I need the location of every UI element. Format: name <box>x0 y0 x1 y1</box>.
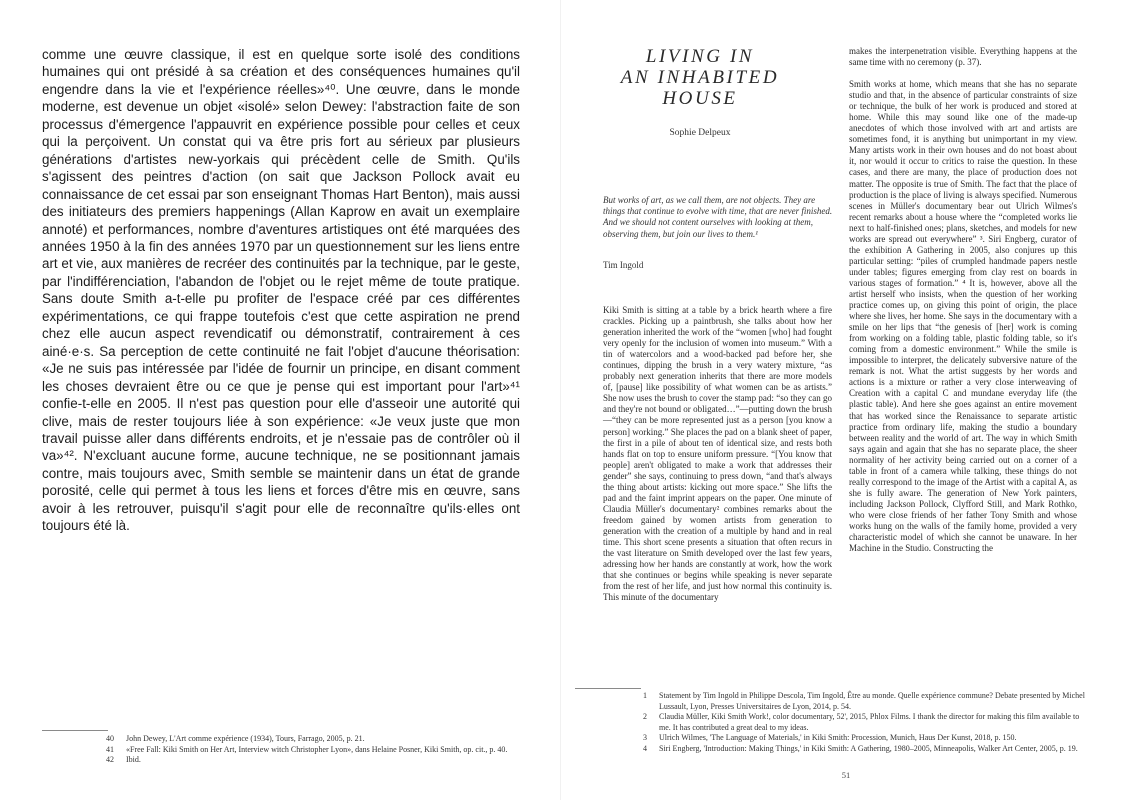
footnote-number: 1 <box>643 691 647 700</box>
footnote-number: 42 <box>106 755 114 764</box>
body-paragraph: comme une œuvre classique, il est en quelque sorte isolé des conditions humaines qui ont présidé à sa création et des conséquences humaines qu'il engendre dans la vie et l'expérience réelles»⁴⁰. Une œuvre, dans le monde moderne, est devenue un objet «isolé» selon Dewey: l'abstraction faite de son processus d'émergence l'appauvrit en expérience possible pour celles et ceux qui la perçoivent. Un constat qui va être pris fort au sérieux par plusieurs générations d'artistes new-yorkais qui précèdent celle de Smith. Qu'ils s'agissent des peintres d'action (on sait que Jackson Pollock avait eu connaissance de cet essai par son enseignant Thomas Hart Benton), mais aussi des initiateurs des premiers happenings (Allan Kaprow en avait un exemplaire annoté) et performances, nombre d'aventures artistiques ont été marquées des années 1950 à la fin des années 1970 par un questionnement sur les liens entre art et vie, aux manières de recréer des continuités par la technique, par le geste, par l'indifférenciation, l'abandon de l'objet ou le rejet même de toute pratique. Sans doute Smith a-t-elle pu profiter de l'espace créé par ces différentes expérimentations, ce qui frappe toutefois c'est que cette aspiration ne prend chez elle aucun aspect revendicatif ou démonstratif, contrairement à ces ainé·e·s. Sa perception de cette continuité ne fait l'objet d'aucune théorisation: «Je ne suis pas intéressée par l'idée de fournir un principe, en disant comment les choses devraient être ou ce que je pense qui est important pour l'art»⁴¹ confie-t-elle en 2005. Il n'est pas question pour elle d'asseoir une autorité qui clive, mais de rester toujours liée à son expérience: «Je veux juste que mon travail puisse aller dans différents endroits, et je n'essaie pas de contrôler où il va»⁴². N'excluant aucune forme, aucune technique, ne se positionnant jamais contre, mais toujours avec, Smith semble se maintenir dans un état de grande porosité, celle qui permet à tous les liens et forces d'être mis en œuvre, sans avoir à les retrouver, puisqu'il s'agit pour elle de reconnaître qu'ils·elles ont toujours été là. <box>42 47 520 534</box>
footnote-rule <box>42 730 108 731</box>
left-footnotes <box>42 734 522 766</box>
title-line: LIVING IN <box>645 46 755 67</box>
left-page <box>0 0 561 800</box>
footnote-text: «Free Fall: Kiki Smith on Her Art, Interview witch Christopher Lyon», dans Helaine Posner, Kiki Smith, op. cit., p. 40. <box>126 744 508 754</box>
footnote-text: Siri Engberg, 'Introduction: Making Things,' in Kiki Smith: A Gathering, 1980–2005, Minneapolis, Walker Art Center, 2005, p. 19. <box>659 743 1078 753</box>
footnote-4 <box>575 744 1089 755</box>
body-paragraph: makes the interpenetration visible. Everything happens at the same time with no ceremony (p. 37). <box>849 46 1077 68</box>
page-number: 51 <box>841 770 851 780</box>
right-page <box>561 0 1123 800</box>
footnote-text: Claudia Müller, Kiki Smith Work!, color documentary, 52', 2015, Phlox Films. I thank the director for making this film available to me. It has contributed a great deal to my ideas. <box>659 712 1080 732</box>
epigraph: But works of art, as we call them, are not objects. They are things that continue to evolve with time, that are never finished. And we should not content ourselves with looking at them, observing them, but join our lives to them.¹ <box>603 195 833 239</box>
footnote-40 <box>42 734 522 745</box>
middle-column <box>603 305 832 603</box>
right-footnotes <box>575 691 1089 754</box>
footnote-rule <box>575 688 641 689</box>
footnote-number: 41 <box>106 744 114 754</box>
footnote-3 <box>575 733 1089 744</box>
chapter-author: Sophie Delpeux <box>669 128 731 138</box>
footnote-text: Statement by Tim Ingold in Philippe Descola, Tim Ingold, Être au monde. Quelle expérience commune? Debate presented by Michel Lussault, Lyon, Presses Universitaires de Lyon, 2014, p. 54. <box>659 691 1085 711</box>
footnote-2 <box>575 712 1089 733</box>
left-body-text <box>42 46 520 535</box>
right-column <box>849 46 1077 554</box>
epigraph-author: Tim Ingold <box>603 260 644 270</box>
footnote-text: Ulrich Wilmes, 'The Language of Materials,' in Kiki Smith: Procession, Munich, Haus Der Kunst, 2018, p. 150. <box>659 733 1017 742</box>
body-paragraph: Smith works at home, which means that she has no separate studio and that, in the absence of particular constraints of size or technique, the bulk of her work is produced and stored at home. While this may sound like one of the made-up anecdotes of which those involved with art and artists are sometimes fond, it is anything but unimportant in my view. Many artists work in their own houses and do not boast about it, nor would it occur to critics to raise the question. In these cases, and there are many, the place of production does not matter. The opposite is true of Smith. The fact that the place of production is the place of living is always specified. Numerous scenes in Müller's documentary bear out Ulrich Wilmes's recent remarks about a house where the “completed works lie next to half-finished ones; plans, sketches, and models for new works are spread out everywhere” ³. Siri Engberg, curator of the exhibition A Gathering in 2005, also conjures up this particular setting: “piles of crumpled handmade papers nestle under tables; figures emerging from clay rest on boards in various stages of formation.” ⁴ It is, however, above all the artist herself who insists, when the question of her working practice comes up, on giving this point of origin, the place where she lives, her home. She says in the documentary with a smile on her lips that “the genesis of [her] work is coming from working on a folding table, plastic folding table, so it's coming from a domestic environment.” While the smile is impossible to interpret, the delicately subversive nature of the remark is not. What the artist suggests by her words and actions is a mixture or rather a very close interweaving of Creation with a capital C and mundane everyday life (the plastic table). And here she goes against an entire movement that has worked since the Renaissance to separate artistic practice from ordinary life, making the studio a boundary between reality and the world of art. The way in which Smith says again and again that she has no separate place, the sheer normality of her activity being carried out on a corner of a table in front of a camera while talking, these things do not really correspond to the image of the Artist with a capital A, as she is fully aware. The generation of New York painters, including Jackson Pollock, Clyfford Still, and Mark Rothko, who were close friends of her father Tony Smith and whose works hung on the walls of the family home, provided a very characteristic model of which she cannot be unaware. In her Machine in the Studio. Constructing the <box>849 79 1077 554</box>
footnote-42 <box>42 755 522 766</box>
body-paragraph: Kiki Smith is sitting at a table by a brick hearth where a fire crackles. Picking up a paintbrush, she talks about how her generation inherited the work of the “women [who] had fought very openly for the inclusion of women into museum.” With a tin of watercolors and a wood-backed pad before her, she continues, dipping the brush in a very watery mixture, “as probably next generation inherits that there are more models of, [pause] like possibility of what women can be as artists.” She now uses the brush to cover the stamp pad: “so they can go and they're not bound or obligated…”—putting down the brush—“they can be more represented just as a person [you know a person] working.” She places the pad on a blank sheet of paper, the first in a pile of about ten of identical size, and rests both hands flat on top to ensure uniform pressure. “[You know that people] aren't obligated to make a work that addresses their gender” she says, continuing to press down, “and that's always the thing about artists: kicking out more space.” She lifts the pad and the faint imprint appears on the paper. One minute of Claudia Müller's documentary² combines remarks about the freedom gained by women artists from generation to generation with the creation of a multiple by hand and in real time. This short scene presents a situation that often recurs in the vast literature on Smith developed over the last few years, adressing how her hands are constantly at work, how the work that she continues or begins while speaking is never separate from the rest of her life, and just how normal this continuity is. This minute of the documentary <box>603 305 832 603</box>
footnote-41 <box>42 745 522 756</box>
footnote-number: 40 <box>106 734 114 743</box>
footnote-number: 2 <box>643 712 647 721</box>
footnote-number: 4 <box>643 743 647 753</box>
footnote-text: John Dewey, L'Art comme expérience (1934), Tours, Farrago, 2005, p. 21. <box>126 734 365 743</box>
footnote-1 <box>575 691 1089 712</box>
title-line: AN INHABITED <box>620 67 780 88</box>
footnote-number: 3 <box>643 733 647 742</box>
footnote-text: Ibid. <box>126 755 141 764</box>
title-line: HOUSE <box>662 88 738 109</box>
chapter-title <box>609 46 791 109</box>
